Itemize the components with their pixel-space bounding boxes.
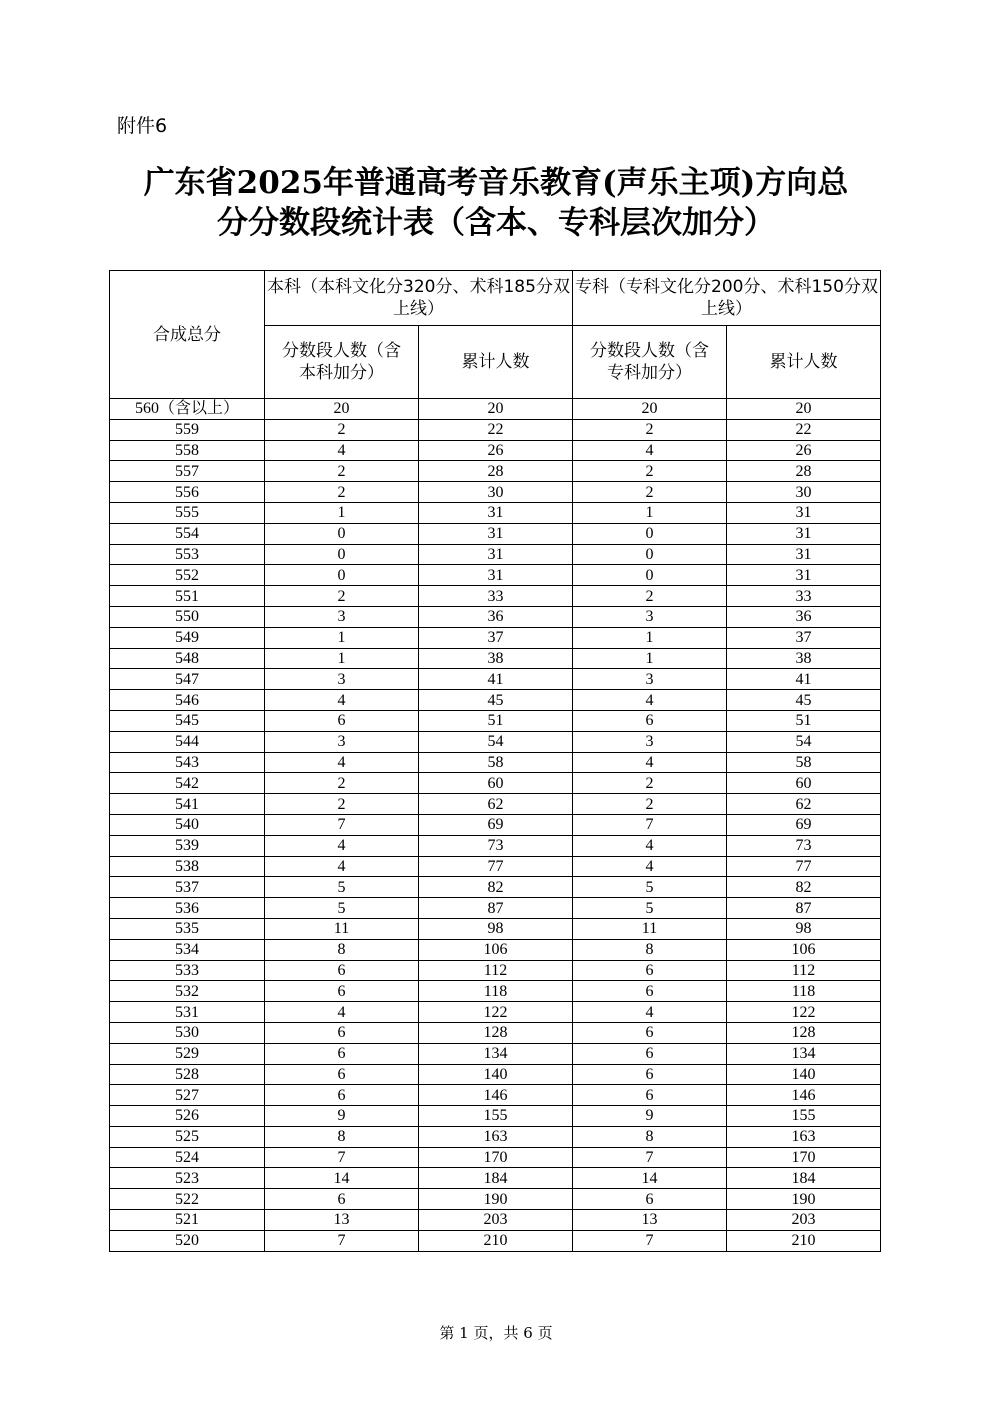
benke-count-cell: 5	[265, 898, 419, 919]
score-cell: 555	[110, 502, 265, 523]
zhuanke-cumulative-cell: 163	[727, 1126, 881, 1147]
zhuanke-cumulative-cell: 22	[727, 419, 881, 440]
score-cell: 528	[110, 1064, 265, 1085]
score-cell: 543	[110, 752, 265, 773]
benke-cumulative-cell: 33	[419, 586, 573, 607]
score-cell: 537	[110, 877, 265, 898]
benke-cumulative-cell: 163	[419, 1126, 573, 1147]
header-benke-count: 分数段人数（含本科加分）	[265, 326, 419, 399]
benke-cumulative-cell: 31	[419, 565, 573, 586]
page-title-line-2: 分分数段统计表（含本、专科层次加分）	[217, 205, 775, 241]
zhuanke-count-cell: 7	[573, 1147, 727, 1168]
zhuanke-cumulative-cell: 134	[727, 1043, 881, 1064]
benke-cumulative-cell: 134	[419, 1043, 573, 1064]
zhuanke-count-cell: 6	[573, 960, 727, 981]
table-row	[110, 1085, 881, 1106]
score-cell: 524	[110, 1147, 265, 1168]
zhuanke-cumulative-cell: 20	[727, 399, 881, 420]
benke-cumulative-cell: 31	[419, 502, 573, 523]
benke-count-cell: 1	[265, 627, 419, 648]
table-row	[110, 1147, 881, 1168]
zhuanke-cumulative-cell: 184	[727, 1168, 881, 1189]
zhuanke-cumulative-cell: 112	[727, 960, 881, 981]
score-cell: 531	[110, 1002, 265, 1023]
benke-cumulative-cell: 77	[419, 856, 573, 877]
score-cell: 541	[110, 794, 265, 815]
table-row	[110, 419, 881, 440]
benke-cumulative-cell: 69	[419, 814, 573, 835]
score-cell: 530	[110, 1022, 265, 1043]
header-zhuanke: 专科（专科文化分200分、术科150分双上线）	[573, 271, 881, 326]
score-cell: 548	[110, 648, 265, 669]
zhuanke-cumulative-cell: 37	[727, 627, 881, 648]
zhuanke-cumulative-cell: 51	[727, 710, 881, 731]
benke-cumulative-cell: 45	[419, 690, 573, 711]
zhuanke-count-cell: 0	[573, 544, 727, 565]
zhuanke-cumulative-cell: 33	[727, 586, 881, 607]
benke-cumulative-cell: 118	[419, 981, 573, 1002]
benke-cumulative-cell: 37	[419, 627, 573, 648]
zhuanke-cumulative-cell: 140	[727, 1064, 881, 1085]
score-cell: 559	[110, 419, 265, 440]
score-cell: 529	[110, 1043, 265, 1064]
benke-count-cell: 6	[265, 1189, 419, 1210]
table-row	[110, 606, 881, 627]
table-row	[110, 794, 881, 815]
table-row	[110, 523, 881, 544]
benke-cumulative-cell: 210	[419, 1230, 573, 1251]
table-row	[110, 752, 881, 773]
table-row	[110, 898, 881, 919]
table-row	[110, 648, 881, 669]
benke-count-cell: 4	[265, 440, 419, 461]
zhuanke-count-cell: 4	[573, 440, 727, 461]
score-cell: 554	[110, 523, 265, 544]
zhuanke-count-cell: 1	[573, 627, 727, 648]
benke-count-cell: 7	[265, 814, 419, 835]
zhuanke-count-cell: 20	[573, 399, 727, 420]
zhuanke-cumulative-cell: 98	[727, 918, 881, 939]
page-footer: 第 1 页，共 6 页	[439, 1324, 553, 1342]
benke-cumulative-cell: 38	[419, 648, 573, 669]
zhuanke-cumulative-cell: 128	[727, 1022, 881, 1043]
score-cell: 558	[110, 440, 265, 461]
benke-count-cell: 2	[265, 419, 419, 440]
zhuanke-cumulative-cell: 87	[727, 898, 881, 919]
benke-count-cell: 4	[265, 835, 419, 856]
benke-count-cell: 1	[265, 648, 419, 669]
benke-count-cell: 2	[265, 773, 419, 794]
benke-count-cell: 2	[265, 794, 419, 815]
table-row	[110, 669, 881, 690]
zhuanke-count-cell: 0	[573, 565, 727, 586]
table-row	[110, 918, 881, 939]
benke-cumulative-cell: 20	[419, 399, 573, 420]
benke-count-cell: 4	[265, 752, 419, 773]
benke-cumulative-cell: 31	[419, 544, 573, 565]
page-title-line-1: 广东省2025年普通高考音乐教育(声乐主项)方向总	[143, 165, 849, 201]
benke-cumulative-cell: 41	[419, 669, 573, 690]
benke-count-cell: 14	[265, 1168, 419, 1189]
score-cell: 550	[110, 606, 265, 627]
benke-cumulative-cell: 122	[419, 1002, 573, 1023]
score-cell: 523	[110, 1168, 265, 1189]
zhuanke-cumulative-cell: 106	[727, 939, 881, 960]
benke-cumulative-cell: 36	[419, 606, 573, 627]
benke-count-cell: 4	[265, 690, 419, 711]
benke-count-cell: 2	[265, 586, 419, 607]
zhuanke-count-cell: 2	[573, 461, 727, 482]
benke-count-cell: 11	[265, 918, 419, 939]
benke-cumulative-cell: 140	[419, 1064, 573, 1085]
benke-cumulative-cell: 54	[419, 731, 573, 752]
zhuanke-count-cell: 5	[573, 898, 727, 919]
table-row	[110, 1189, 881, 1210]
score-cell: 549	[110, 627, 265, 648]
zhuanke-cumulative-cell: 45	[727, 690, 881, 711]
benke-cumulative-cell: 155	[419, 1106, 573, 1127]
zhuanke-cumulative-cell: 60	[727, 773, 881, 794]
benke-cumulative-cell: 184	[419, 1168, 573, 1189]
zhuanke-cumulative-cell: 210	[727, 1230, 881, 1251]
benke-count-cell: 4	[265, 856, 419, 877]
benke-cumulative-cell: 203	[419, 1210, 573, 1231]
score-cell: 536	[110, 898, 265, 919]
score-cell: 533	[110, 960, 265, 981]
benke-cumulative-cell: 26	[419, 440, 573, 461]
benke-count-cell: 6	[265, 1064, 419, 1085]
benke-count-cell: 9	[265, 1106, 419, 1127]
benke-cumulative-cell: 170	[419, 1147, 573, 1168]
table-row	[110, 440, 881, 461]
zhuanke-count-cell: 2	[573, 794, 727, 815]
score-cell: 552	[110, 565, 265, 586]
benke-cumulative-cell: 112	[419, 960, 573, 981]
table-row	[110, 814, 881, 835]
benke-count-cell: 8	[265, 939, 419, 960]
score-cell: 540	[110, 814, 265, 835]
score-cell: 534	[110, 939, 265, 960]
table-row	[110, 710, 881, 731]
benke-count-cell: 3	[265, 731, 419, 752]
benke-count-cell: 13	[265, 1210, 419, 1231]
zhuanke-count-cell: 2	[573, 773, 727, 794]
benke-count-cell: 7	[265, 1230, 419, 1251]
score-cell: 553	[110, 544, 265, 565]
zhuanke-cumulative-cell: 203	[727, 1210, 881, 1231]
zhuanke-cumulative-cell: 155	[727, 1106, 881, 1127]
zhuanke-count-cell: 3	[573, 669, 727, 690]
table-row	[110, 835, 881, 856]
score-cell: 527	[110, 1085, 265, 1106]
header-zhuanke-cumulative: 累计人数	[727, 326, 881, 399]
benke-count-cell: 0	[265, 544, 419, 565]
benke-cumulative-cell: 128	[419, 1022, 573, 1043]
table-row	[110, 461, 881, 482]
score-cell: 547	[110, 669, 265, 690]
benke-count-cell: 6	[265, 981, 419, 1002]
zhuanke-cumulative-cell: 190	[727, 1189, 881, 1210]
zhuanke-cumulative-cell: 77	[727, 856, 881, 877]
zhuanke-cumulative-cell: 28	[727, 461, 881, 482]
score-cell: 526	[110, 1106, 265, 1127]
attachment-label: 附件6	[117, 115, 168, 137]
zhuanke-count-cell: 4	[573, 835, 727, 856]
benke-count-cell: 7	[265, 1147, 419, 1168]
score-cell: 557	[110, 461, 265, 482]
zhuanke-count-cell: 6	[573, 981, 727, 1002]
benke-cumulative-cell: 73	[419, 835, 573, 856]
zhuanke-cumulative-cell: 54	[727, 731, 881, 752]
zhuanke-cumulative-cell: 26	[727, 440, 881, 461]
zhuanke-count-cell: 4	[573, 1002, 727, 1023]
table-row	[110, 502, 881, 523]
zhuanke-count-cell: 4	[573, 690, 727, 711]
score-cell: 522	[110, 1189, 265, 1210]
zhuanke-cumulative-cell: 36	[727, 606, 881, 627]
score-cell: 551	[110, 586, 265, 607]
zhuanke-count-cell: 13	[573, 1210, 727, 1231]
benke-cumulative-cell: 28	[419, 461, 573, 482]
benke-count-cell: 5	[265, 877, 419, 898]
zhuanke-cumulative-cell: 41	[727, 669, 881, 690]
benke-count-cell: 2	[265, 461, 419, 482]
benke-cumulative-cell: 58	[419, 752, 573, 773]
table-row	[110, 877, 881, 898]
table-row	[110, 586, 881, 607]
header-benke-cumulative: 累计人数	[419, 326, 573, 399]
score-cell: 525	[110, 1126, 265, 1147]
score-cell: 542	[110, 773, 265, 794]
table-row	[110, 1230, 881, 1251]
table-row	[110, 627, 881, 648]
zhuanke-count-cell: 9	[573, 1106, 727, 1127]
benke-cumulative-cell: 22	[419, 419, 573, 440]
benke-count-cell: 6	[265, 1085, 419, 1106]
zhuanke-count-cell: 6	[573, 1022, 727, 1043]
benke-count-cell: 2	[265, 482, 419, 503]
zhuanke-cumulative-cell: 38	[727, 648, 881, 669]
benke-cumulative-cell: 106	[419, 939, 573, 960]
zhuanke-cumulative-cell: 31	[727, 523, 881, 544]
zhuanke-count-cell: 0	[573, 523, 727, 544]
table-row	[110, 565, 881, 586]
zhuanke-count-cell: 3	[573, 731, 727, 752]
benke-count-cell: 3	[265, 669, 419, 690]
benke-cumulative-cell: 87	[419, 898, 573, 919]
benke-cumulative-cell: 31	[419, 523, 573, 544]
zhuanke-cumulative-cell: 58	[727, 752, 881, 773]
zhuanke-count-cell: 6	[573, 710, 727, 731]
zhuanke-cumulative-cell: 31	[727, 565, 881, 586]
zhuanke-cumulative-cell: 30	[727, 482, 881, 503]
benke-count-cell: 8	[265, 1126, 419, 1147]
benke-cumulative-cell: 30	[419, 482, 573, 503]
zhuanke-count-cell: 4	[573, 856, 727, 877]
score-cell: 546	[110, 690, 265, 711]
benke-cumulative-cell: 60	[419, 773, 573, 794]
zhuanke-cumulative-cell: 82	[727, 877, 881, 898]
zhuanke-cumulative-cell: 62	[727, 794, 881, 815]
table-row	[110, 939, 881, 960]
table-row	[110, 1210, 881, 1231]
zhuanke-count-cell: 7	[573, 814, 727, 835]
score-cell: 545	[110, 710, 265, 731]
zhuanke-count-cell: 1	[573, 502, 727, 523]
benke-count-cell: 4	[265, 1002, 419, 1023]
zhuanke-count-cell: 2	[573, 586, 727, 607]
table-row	[110, 399, 881, 420]
table-row	[110, 731, 881, 752]
zhuanke-count-cell: 8	[573, 939, 727, 960]
score-cell: 535	[110, 918, 265, 939]
table-row	[110, 1002, 881, 1023]
zhuanke-cumulative-cell: 31	[727, 502, 881, 523]
zhuanke-count-cell: 4	[573, 752, 727, 773]
header-score: 合成总分	[110, 271, 265, 399]
benke-count-cell: 6	[265, 710, 419, 731]
table-row	[110, 1168, 881, 1189]
benke-count-cell: 6	[265, 1022, 419, 1043]
header-benke: 本科（本科文化分320分、术科185分双上线）	[265, 271, 573, 326]
table-row	[110, 856, 881, 877]
zhuanke-count-cell: 8	[573, 1126, 727, 1147]
table-row	[110, 1106, 881, 1127]
zhuanke-count-cell: 5	[573, 877, 727, 898]
zhuanke-count-cell: 6	[573, 1085, 727, 1106]
score-cell: 532	[110, 981, 265, 1002]
zhuanke-count-cell: 2	[573, 419, 727, 440]
zhuanke-count-cell: 6	[573, 1064, 727, 1085]
table-row	[110, 773, 881, 794]
score-distribution-table	[109, 270, 881, 1252]
benke-count-cell: 6	[265, 960, 419, 981]
table-row	[110, 482, 881, 503]
benke-cumulative-cell: 190	[419, 1189, 573, 1210]
benke-count-cell: 20	[265, 399, 419, 420]
zhuanke-cumulative-cell: 118	[727, 981, 881, 1002]
zhuanke-cumulative-cell: 69	[727, 814, 881, 835]
benke-count-cell: 6	[265, 1043, 419, 1064]
table-row	[110, 1126, 881, 1147]
zhuanke-count-cell: 2	[573, 482, 727, 503]
table-row	[110, 981, 881, 1002]
zhuanke-count-cell: 14	[573, 1168, 727, 1189]
table-row	[110, 1064, 881, 1085]
zhuanke-count-cell: 3	[573, 606, 727, 627]
table-row	[110, 690, 881, 711]
table-row	[110, 544, 881, 565]
zhuanke-count-cell: 11	[573, 918, 727, 939]
zhuanke-cumulative-cell: 122	[727, 1002, 881, 1023]
benke-cumulative-cell: 146	[419, 1085, 573, 1106]
score-cell: 538	[110, 856, 265, 877]
benke-cumulative-cell: 98	[419, 918, 573, 939]
header-zhuanke-count: 分数段人数（含专科加分）	[573, 326, 727, 399]
benke-cumulative-cell: 51	[419, 710, 573, 731]
zhuanke-cumulative-cell: 146	[727, 1085, 881, 1106]
benke-count-cell: 1	[265, 502, 419, 523]
score-cell: 544	[110, 731, 265, 752]
benke-count-cell: 0	[265, 523, 419, 544]
benke-count-cell: 0	[265, 565, 419, 586]
score-cell: 560（含以上）	[110, 399, 265, 420]
zhuanke-count-cell: 6	[573, 1189, 727, 1210]
zhuanke-cumulative-cell: 170	[727, 1147, 881, 1168]
benke-cumulative-cell: 82	[419, 877, 573, 898]
table-row	[110, 1043, 881, 1064]
table-row	[110, 1022, 881, 1043]
zhuanke-cumulative-cell: 73	[727, 835, 881, 856]
score-cell: 556	[110, 482, 265, 503]
table-body	[110, 399, 881, 1252]
score-cell: 520	[110, 1230, 265, 1251]
table-row	[110, 960, 881, 981]
zhuanke-count-cell: 6	[573, 1043, 727, 1064]
zhuanke-cumulative-cell: 31	[727, 544, 881, 565]
benke-count-cell: 3	[265, 606, 419, 627]
score-cell: 521	[110, 1210, 265, 1231]
zhuanke-count-cell: 7	[573, 1230, 727, 1251]
benke-cumulative-cell: 62	[419, 794, 573, 815]
zhuanke-count-cell: 1	[573, 648, 727, 669]
score-cell: 539	[110, 835, 265, 856]
